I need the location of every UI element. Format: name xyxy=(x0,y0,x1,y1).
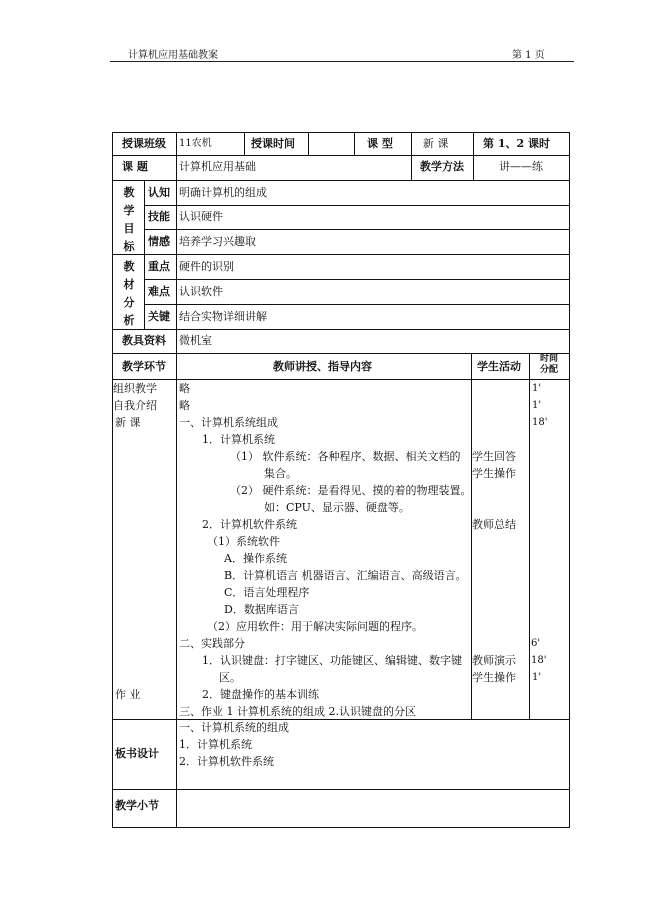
know-label: 认知 xyxy=(148,186,170,199)
step-item: 组织教学 xyxy=(113,382,157,395)
class-label: 授课班级 xyxy=(122,137,166,150)
content-line: B．计算机语言 机器语言、汇编语言、高级语言。 xyxy=(224,569,467,582)
type-label: 课 型 xyxy=(367,137,393,150)
class-value: 11农机 xyxy=(179,138,212,149)
goals-group-label: 教学目标 xyxy=(123,186,135,253)
hours-value: 第 1、2 课时 xyxy=(483,137,550,150)
step-item: 自我介绍 xyxy=(113,399,157,412)
time-item: 1' xyxy=(532,400,542,411)
content-line: 一、计算机系统组成 xyxy=(179,416,278,429)
content-line: 1．计算机系统 xyxy=(202,433,275,446)
crux-value: 结合实物详细讲解 xyxy=(179,310,267,323)
topic-value: 计算机应用基础 xyxy=(179,160,256,173)
resources-label: 教具资料 xyxy=(122,334,166,347)
time-item: 6' xyxy=(531,638,541,649)
content-line: （1）系统软件 xyxy=(207,535,280,548)
content-line: （2）应用软件：用于解决实际问题的程序。 xyxy=(207,620,423,633)
skill-value: 认识硬件 xyxy=(179,210,223,223)
board-label: 板书设计 xyxy=(115,747,159,760)
key-value: 硬件的识别 xyxy=(179,260,234,273)
emotion-label: 情感 xyxy=(148,235,170,248)
col-step-header: 教学环节 xyxy=(122,360,166,373)
emotion-value: 培养学习兴趣取 xyxy=(179,235,256,248)
type-value: 新 课 xyxy=(423,137,449,150)
activity-item: 教师总结 xyxy=(472,518,516,531)
page-number: 第 1 页 xyxy=(512,50,545,61)
content-line: 如：CPU、显示器、硬盘等。 xyxy=(264,501,410,514)
content-line: 三、作业 1 计算机系统的组成 2.认识键盘的分区 xyxy=(179,705,416,718)
topic-label: 课 题 xyxy=(122,160,148,173)
time-item: 18' xyxy=(531,655,547,666)
board-line: 一、计算机系统的组成 xyxy=(179,721,289,734)
analysis-group-label: 教材分析 xyxy=(123,260,135,327)
content-line: 2．计算机软件系统 xyxy=(202,518,297,531)
col-content-header: 教师讲授、指导内容 xyxy=(273,360,372,373)
col-time-header-1: 时间 xyxy=(540,354,559,364)
time-item: 1' xyxy=(532,383,542,394)
activity-item: 学生回答 xyxy=(472,450,516,463)
content-line: 1．认识键盘：打字键区、功能键区、编辑键、数字键 xyxy=(202,654,462,667)
skill-label: 技能 xyxy=(148,210,170,223)
step-item: 作 业 xyxy=(115,688,141,701)
content-line: 集合。 xyxy=(264,467,297,480)
content-line: D．数据库语言 xyxy=(224,603,299,616)
content-line: 2．键盘操作的基本训练 xyxy=(202,688,319,701)
header-divider xyxy=(110,61,574,62)
content-line: 略 xyxy=(179,382,190,395)
lesson-plan-table xyxy=(112,132,570,828)
time-item: 18' xyxy=(532,417,548,428)
time-label: 授课时间 xyxy=(251,137,295,150)
activity-item: 教师演示 xyxy=(472,654,516,667)
board-line: 2．计算机软件系统 xyxy=(179,755,274,768)
board-line: 1．计算机系统 xyxy=(179,738,252,751)
method-value: 讲——练 xyxy=(499,160,543,173)
activity-item: 学生操作 xyxy=(472,467,516,480)
content-line: （2） 硬件系统：是看得见、摸的着的物理装置。 xyxy=(230,484,472,497)
crux-label: 关键 xyxy=(148,310,170,323)
col-activity-header: 学生活动 xyxy=(477,360,521,373)
content-line: A．操作系统 xyxy=(224,552,287,565)
step-item: 新 课 xyxy=(115,416,141,429)
content-line: C．语言处理程序 xyxy=(224,586,310,599)
summary-label: 教学小节 xyxy=(115,799,159,812)
header-title: 计算机应用基础教案 xyxy=(128,50,218,61)
col-time-header-2: 分配 xyxy=(540,365,559,375)
key-label: 重点 xyxy=(148,260,170,273)
time-item: 1' xyxy=(532,672,542,683)
content-line: （1） 软件系统：各种程序、数据、相关文档的 xyxy=(230,450,461,463)
method-label: 教学方法 xyxy=(420,160,464,173)
content-line: 二、实践部分 xyxy=(179,637,245,650)
difficulty-value: 认识软件 xyxy=(179,285,223,298)
resources-value: 微机室 xyxy=(179,334,212,347)
difficulty-label: 难点 xyxy=(148,285,170,298)
know-value: 明确计算机的组成 xyxy=(179,186,267,199)
activity-item: 学生操作 xyxy=(472,671,516,684)
content-line: 区。 xyxy=(219,671,241,684)
content-line: 略 xyxy=(179,399,190,412)
